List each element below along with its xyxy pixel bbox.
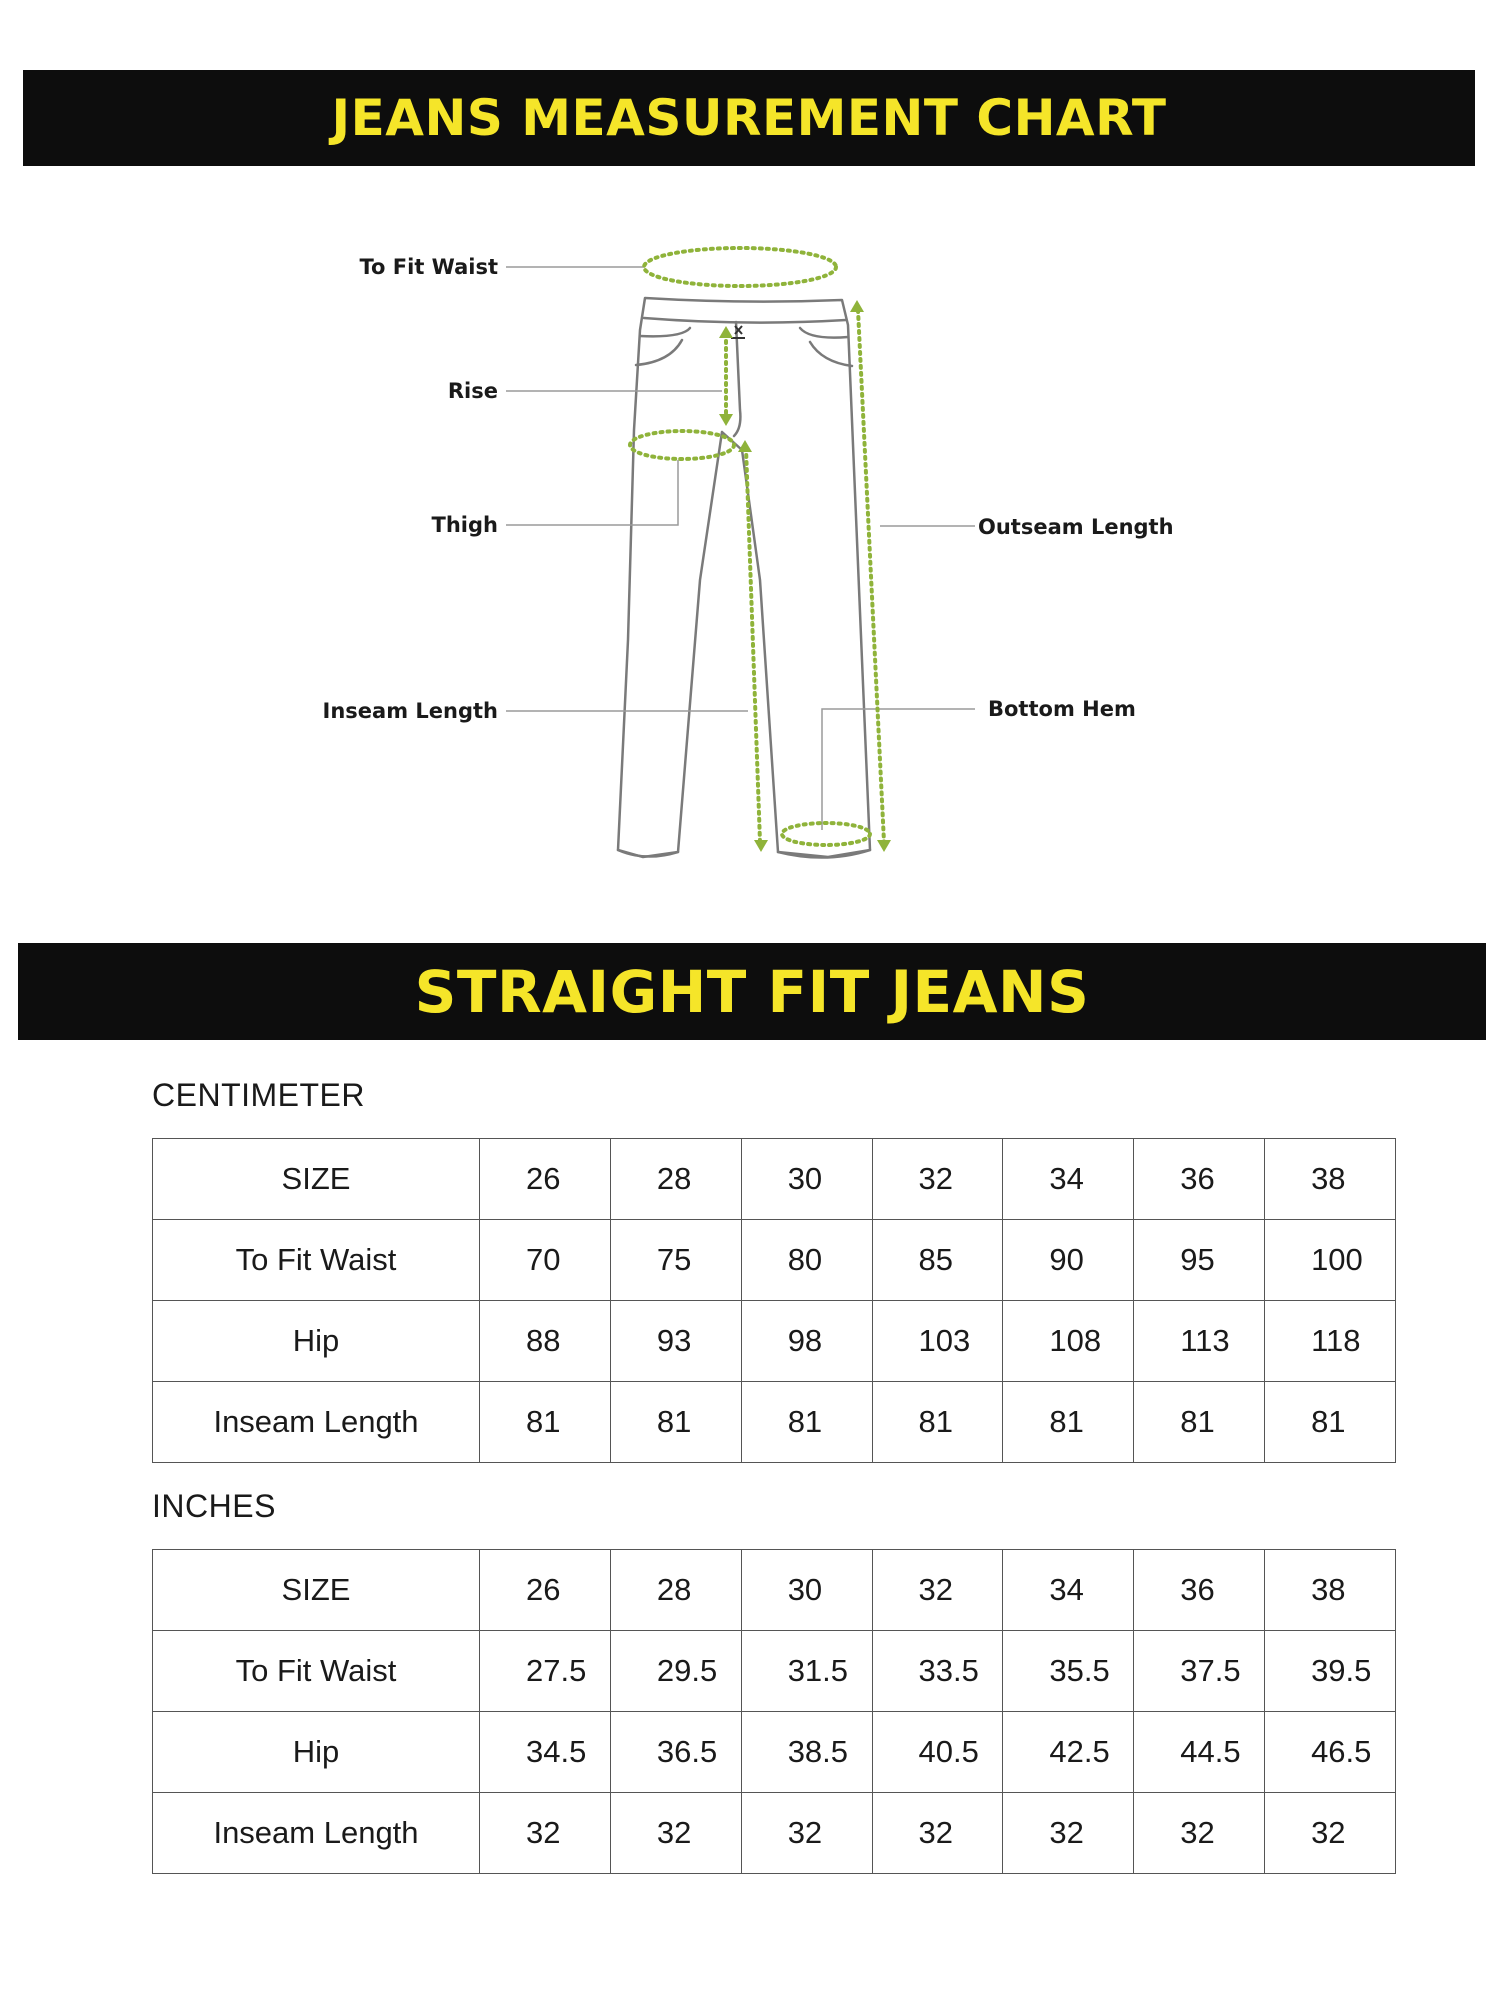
size-header-cell: 30: [741, 1139, 872, 1220]
size-header: SIZE: [153, 1550, 480, 1631]
row-label: Hip: [153, 1712, 480, 1793]
table-cell: 37.5: [1134, 1631, 1265, 1712]
table-cell: 90: [1003, 1220, 1134, 1301]
table-row: [153, 1220, 1396, 1301]
table-cell: 118: [1265, 1301, 1396, 1382]
table-cell: 88: [480, 1301, 611, 1382]
table-cell: 81: [1134, 1382, 1265, 1463]
table-cell: 31.5: [741, 1631, 872, 1712]
table-row: [153, 1631, 1396, 1712]
inseam-label: Inseam Length: [322, 699, 498, 723]
table-header-row: [153, 1139, 1396, 1220]
table-cell: 44.5: [1134, 1712, 1265, 1793]
table-cell: 32: [1134, 1793, 1265, 1874]
table-cell: 98: [741, 1301, 872, 1382]
size-header-cell: 26: [480, 1139, 611, 1220]
size-header-cell: 32: [872, 1550, 1003, 1631]
table-cell: 103: [872, 1301, 1003, 1382]
button-icon: [731, 326, 745, 338]
size-header: SIZE: [153, 1139, 480, 1220]
size-header-cell: 32: [872, 1139, 1003, 1220]
table-cell: 93: [610, 1301, 741, 1382]
table-cell: 108: [1003, 1301, 1134, 1382]
table-cell: 81: [610, 1382, 741, 1463]
size-header-cell: 36: [1134, 1139, 1265, 1220]
table-cell: 39.5: [1265, 1631, 1396, 1712]
size-header-cell: 34: [1003, 1139, 1134, 1220]
size-header-cell: 26: [480, 1550, 611, 1631]
outseam-arrow-bottom: [877, 840, 891, 852]
table-cell: 95: [1134, 1220, 1265, 1301]
section-title-banner: [18, 943, 1486, 1040]
table-cell: 81: [1265, 1382, 1396, 1463]
hem-label: Bottom Hem: [988, 697, 1136, 721]
rise-arrow-top: [719, 326, 733, 338]
table-cell: 100: [1265, 1220, 1396, 1301]
table-cell: 32: [741, 1793, 872, 1874]
size-header-cell: 34: [1003, 1550, 1134, 1631]
table-cell: 80: [741, 1220, 872, 1301]
inseam-arrow-bottom: [754, 840, 768, 852]
table-cell: 81: [1003, 1382, 1134, 1463]
table-cell: 34.5: [480, 1712, 611, 1793]
thigh-leader: [506, 460, 678, 525]
page-title-banner: [23, 70, 1475, 166]
table-cell: 46.5: [1265, 1712, 1396, 1793]
row-label: Hip: [153, 1301, 480, 1382]
hem-leader: [822, 709, 975, 830]
right-pocket: [800, 328, 848, 338]
jeans-outline: [618, 298, 870, 857]
table-header-row: [153, 1550, 1396, 1631]
waist-label: To Fit Waist: [359, 255, 498, 279]
table-cell: 38.5: [741, 1712, 872, 1793]
table-cell: 32: [1003, 1793, 1134, 1874]
fly-stitch: [734, 322, 740, 436]
table-cell: 40.5: [872, 1712, 1003, 1793]
size-header-cell: 38: [1265, 1550, 1396, 1631]
outseam-arrow-top: [850, 300, 864, 312]
table-cell: 81: [741, 1382, 872, 1463]
table-row: [153, 1382, 1396, 1463]
left-pocket-edge: [636, 340, 682, 365]
table-cell: 33.5: [872, 1631, 1003, 1712]
size-header-cell: 28: [610, 1550, 741, 1631]
inseam-measure: [746, 448, 760, 842]
table-cell: 32: [872, 1793, 1003, 1874]
row-label: To Fit Waist: [153, 1631, 480, 1712]
thigh-label: Thigh: [431, 513, 498, 537]
rise-label: Rise: [447, 379, 498, 403]
page-title: JEANS MEASUREMENT CHART: [331, 89, 1167, 147]
table-cell: 29.5: [610, 1631, 741, 1712]
size-header-cell: 38: [1265, 1139, 1396, 1220]
centimeter-label: CENTIMETER: [152, 1077, 365, 1113]
inseam-arrow-top: [738, 440, 752, 452]
size-header-cell: 36: [1134, 1550, 1265, 1631]
outseam-label: Outseam Length: [978, 515, 1174, 539]
row-label: To Fit Waist: [153, 1220, 480, 1301]
size-header-cell: 28: [610, 1139, 741, 1220]
waist-measure: [644, 248, 836, 286]
table-cell: 75: [610, 1220, 741, 1301]
table-row: [153, 1712, 1396, 1793]
section-title: STRAIGHT FIT JEANS: [414, 957, 1090, 1026]
table-cell: 81: [872, 1382, 1003, 1463]
table-cell: 35.5: [1003, 1631, 1134, 1712]
hem-measure: [782, 823, 870, 845]
table-cell: 81: [480, 1382, 611, 1463]
table-row: [153, 1793, 1396, 1874]
table-row: [153, 1301, 1396, 1382]
jeans-diagram: [0, 200, 1500, 900]
inches-label: INCHES: [152, 1488, 276, 1524]
table-cell: 32: [1265, 1793, 1396, 1874]
waistband-line: [644, 318, 846, 323]
table-cell: 85: [872, 1220, 1003, 1301]
thigh-measure: [630, 431, 734, 459]
centimeter-size-table: [152, 1138, 1396, 1463]
table-cell: 36.5: [610, 1712, 741, 1793]
table-cell: 70: [480, 1220, 611, 1301]
row-label: Inseam Length: [153, 1793, 480, 1874]
table-cell: 42.5: [1003, 1712, 1134, 1793]
table-cell: 113: [1134, 1301, 1265, 1382]
rise-arrow-bottom: [719, 414, 733, 426]
table-cell: 32: [610, 1793, 741, 1874]
left-hem-curve: [618, 850, 678, 857]
table-cell: 27.5: [480, 1631, 611, 1712]
row-label: Inseam Length: [153, 1382, 480, 1463]
size-header-cell: 30: [741, 1550, 872, 1631]
left-pocket: [640, 328, 690, 336]
table-cell: 32: [480, 1793, 611, 1874]
outseam-measure: [858, 310, 884, 842]
inches-size-table: [152, 1549, 1396, 1874]
right-pocket-edge: [810, 342, 852, 366]
